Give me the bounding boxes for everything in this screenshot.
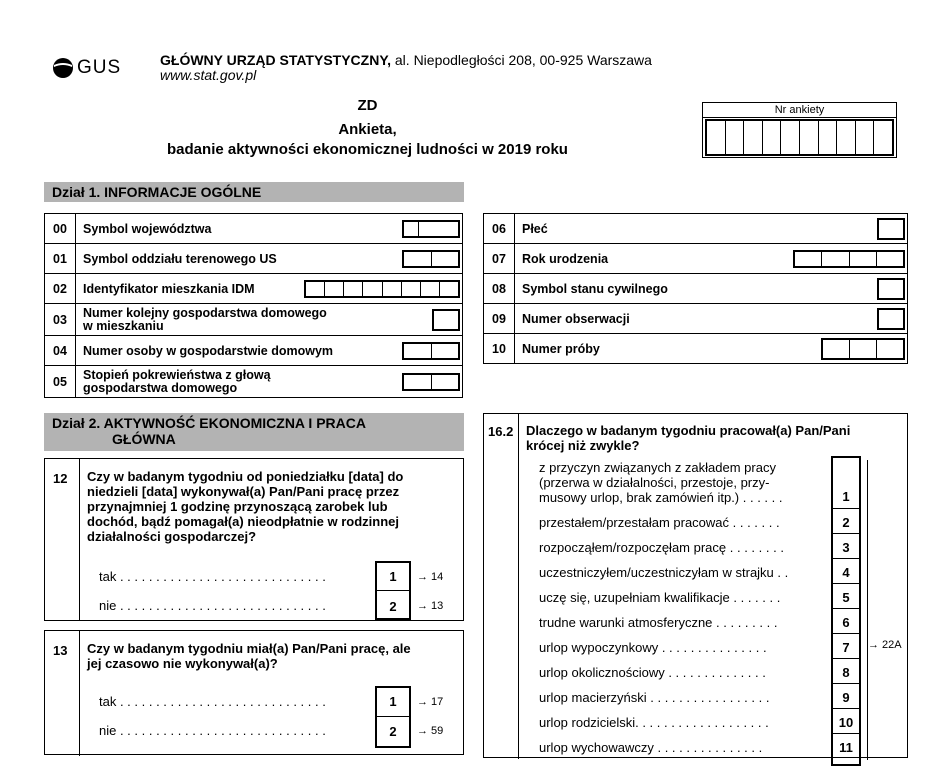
option-label: nie . . . . . . . . . . . . . . . . . . . . . . . . . . . . . [99, 598, 326, 613]
option-code[interactable]: 3 [842, 540, 850, 555]
row-num: 06 [484, 214, 515, 244]
option-code[interactable]: 4 [842, 565, 850, 580]
option-line: (przerwa w działalności, przestoje, przy- [539, 475, 770, 490]
row-label: Identyfikator mieszkania IDM [83, 281, 255, 296]
section1-title: Dział 1. INFORMACJE OGÓLNE [44, 182, 464, 202]
code-cells[interactable] [877, 278, 905, 300]
question-16-2 [483, 413, 908, 758]
option-label: przestałem/przestałam pracować . . . . . . . [539, 515, 780, 530]
question-13 [44, 630, 464, 755]
survey-number-box [702, 102, 897, 158]
table-row [484, 214, 908, 244]
table-row [484, 304, 908, 334]
row-label-line2: w mieszkaniu [83, 318, 164, 333]
question-line: przynajmniej 1 godzinę przynoszącą zarobek lub [87, 499, 388, 514]
option-label: tak . . . . . . . . . . . . . . . . . . . . . . . . . . . . . [99, 694, 326, 709]
goto-arrow: → 14 [417, 571, 444, 583]
question-line: Dlaczego w badanym tygodniu pracował(a) Pan/Pani [526, 423, 851, 438]
code-cells[interactable] [821, 338, 905, 360]
row-label: Numer próby [522, 341, 600, 356]
website: www.stat.gov.pl [160, 67, 257, 83]
row-label: Płeć [522, 221, 548, 236]
code-cells[interactable] [432, 309, 460, 331]
option-code[interactable]: 2 [389, 599, 397, 614]
row-num: 05 [45, 366, 76, 398]
code-cells[interactable] [402, 342, 460, 360]
gus-logo-icon [52, 57, 74, 79]
option-label: nie . . . . . . . . . . . . . . . . . . . . . . . . . . . . . [99, 723, 326, 738]
option-label: tak . . . . . . . . . . . . . . . . . . . . . . . . . . . . . [99, 569, 326, 584]
table-row [484, 334, 908, 364]
option-label: urlop macierzyński . . . . . . . . . . . . . . . . . [539, 690, 770, 705]
question-number: 13 [53, 643, 68, 658]
org-name: GŁÓWNY URZĄD STATYSTYCZNY, [160, 52, 391, 68]
option-code[interactable]: 10 [838, 715, 854, 730]
row-num: 10 [484, 334, 515, 364]
option-line: z przyczyn związanych z zakładem pracy [539, 460, 776, 475]
option-label: urlop okolicznościowy . . . . . . . . . . . . . . [539, 665, 766, 680]
row-label: Numer osoby w gospodarstwie domowym [83, 343, 334, 358]
question-number: 16.2 [488, 424, 514, 439]
goto-arrow: → 17 [417, 696, 444, 708]
row-label-line1: Stopień pokrewieństwa z głową [83, 367, 271, 382]
option-label: urlop wypoczynkowy . . . . . . . . . . . . . . . [539, 640, 767, 655]
option-label: urlop wychowawczy . . . . . . . . . . . . . . . [539, 740, 763, 755]
row-label: Symbol oddziału terenowego US [83, 251, 277, 266]
row-label: Symbol stanu cywilnego [522, 281, 668, 296]
question-number: 12 [53, 471, 68, 486]
table-row [484, 244, 908, 274]
option-code[interactable]: 5 [842, 590, 850, 605]
table-row [45, 366, 463, 398]
question-line: działalności gospodarczej? [87, 529, 257, 544]
code-cells[interactable] [793, 250, 905, 268]
option-code[interactable]: 1 [389, 694, 397, 709]
row-label-line2: gospodarstwa domowego [83, 380, 238, 395]
code-cells[interactable] [877, 308, 905, 330]
goto-arrow: → 59 [417, 725, 444, 737]
option-code[interactable]: 9 [842, 690, 850, 705]
option-label-multiline [539, 460, 782, 505]
option-code[interactable]: 6 [842, 615, 850, 630]
table-row [45, 304, 463, 336]
question-line: Czy w badanym tygodniu od poniedziałku [data] do [87, 469, 404, 484]
survey-number-label: Nr ankiety [703, 103, 896, 118]
logo-text: GUS [77, 57, 122, 78]
option-label: urlop rodzicielski. . . . . . . . . . . . . . . . . . . [539, 715, 769, 730]
table-row [484, 274, 908, 304]
form-code: ZD [357, 97, 378, 114]
option-code[interactable]: 8 [842, 665, 850, 680]
survey-number-cells[interactable] [705, 119, 894, 156]
option-label: uczę się, uzupełniam kwalifikacje . . . . . . . [539, 590, 781, 605]
title-line1: Ankieta, [338, 121, 397, 138]
row-num: 03 [45, 304, 76, 336]
option-line: musowy urlop, brak zamówień itp.) . . . . . . [539, 490, 783, 505]
option-code[interactable]: 2 [389, 724, 397, 739]
section2-title-line1: Dział 2. AKTYWNOŚĆ EKONOMICZNA I PRACA [52, 415, 366, 431]
option-code[interactable]: 2 [842, 515, 850, 530]
question-text [87, 469, 403, 544]
question-line: krócej niż zwykle? [526, 438, 640, 453]
row-num: 04 [45, 336, 76, 366]
option-code[interactable]: 1 [389, 569, 397, 584]
table-row [45, 214, 463, 244]
table-row [45, 336, 463, 366]
org-line [160, 52, 652, 68]
row-label: Numer obserwacji [522, 311, 630, 326]
row-num: 08 [484, 274, 515, 304]
question-line: dochód, bądź pomagał(a) nieodpłatnie w rodzinnej [87, 514, 400, 529]
option-label: rozpocząłem/rozpoczęłam pracę . . . . . . . . [539, 540, 784, 555]
goto-arrow: → 22A [868, 639, 902, 651]
code-cells[interactable] [304, 280, 460, 298]
section2-title-line2: GŁÓWNA [112, 431, 176, 447]
table-row [45, 244, 463, 274]
code-cells[interactable] [402, 250, 460, 268]
question-12 [44, 458, 464, 621]
code-cells[interactable] [877, 218, 905, 240]
org-address: al. Niepodległości 208, 00-925 Warszawa [391, 52, 652, 68]
section1-right-table [483, 213, 908, 364]
option-label: trudne warunki atmosferyczne . . . . . . . . . [539, 615, 778, 630]
question-line: jej czasowo nie wykonywał(a)? [87, 656, 278, 671]
question-line: Czy w badanym tygodniu miał(a) Pan/Pani pracę, ale [87, 641, 411, 656]
row-num: 07 [484, 244, 515, 274]
row-label: Rok urodzenia [522, 251, 609, 266]
code-cells[interactable] [402, 373, 460, 391]
question-line: niedzieli [data] wykonywał(a) Pan/Pani pracę przez [87, 484, 400, 499]
row-num: 09 [484, 304, 515, 334]
row-num: 01 [45, 244, 76, 274]
row-num: 00 [45, 214, 76, 244]
option-code[interactable]: 1 [842, 489, 850, 504]
option-code[interactable]: 7 [842, 640, 850, 655]
row-num: 02 [45, 274, 76, 304]
question-text [87, 641, 411, 671]
row-label-line1: Numer kolejny gospodarstwa domowego [83, 305, 327, 320]
row-label: Symbol województwa [83, 221, 212, 236]
gus-logo [52, 55, 132, 81]
option-code[interactable]: 11 [839, 740, 853, 755]
title-line2: badanie aktywności ekonomicznej ludności w 2019 roku [167, 141, 568, 158]
option-label: uczestniczyłem/uczestniczyłam w strajku . . [539, 565, 789, 580]
code-cells[interactable] [402, 220, 460, 238]
goto-arrow: → 13 [417, 600, 444, 612]
section1-left-table [44, 213, 463, 398]
section2-title [44, 413, 464, 451]
question-text [526, 423, 850, 453]
table-row [45, 274, 463, 304]
